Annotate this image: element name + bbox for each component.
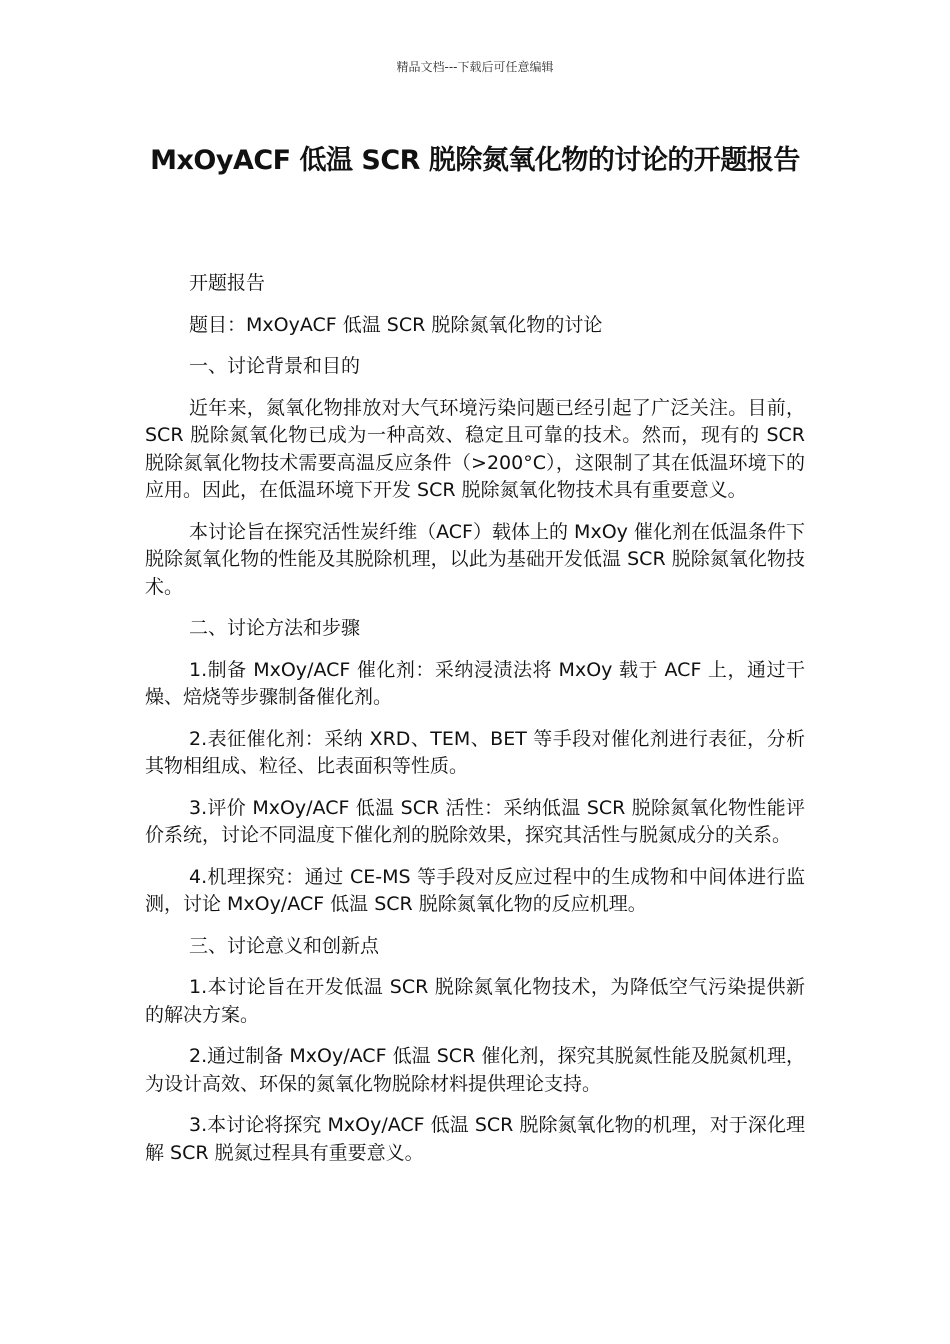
paragraph-background-1: 近年来，氮氧化物排放对大气环境污染问题已经引起了广泛关注。目前，SCR 脱除氮氧化物已成为一种高效、稳定且可靠的技术。然而，现有的 SCR 脱除氮氧化物技术需要高温反应条件（>200°C），这限制了其在低温环境下的应用。因此，在低温环境下开发 SCR 脱除氮氧化物技术具有重要意义。 bbox=[145, 396, 805, 501]
method-step-3: 3.评价 MxOy/ACF 低温 SCR 活性：采纳低温 SCR 脱除氮氧化物性能评价系统，讨论不同温度下催化剂的脱除效果，探究其活性与脱氮成分的关系。 bbox=[145, 796, 805, 846]
significance-point-2: 2.通过制备 MxOy/ACF 低温 SCR 催化剂，探究其脱氮性能及脱氮机理，为设计高效、环保的氮氧化物脱除材料提供理论支持。 bbox=[145, 1045, 805, 1095]
topic-line: 题目：MxOyACF 低温 SCR 脱除氮氧化物的讨论 bbox=[189, 313, 603, 336]
section-heading-significance: 三、讨论意义和创新点 bbox=[189, 934, 380, 957]
significance-point-1: 1.本讨论旨在开发低温 SCR 脱除氮氧化物技术，为降低空气污染提供新的解决方案。 bbox=[145, 976, 805, 1026]
page-header: 精品文档---下载后可任意编辑 bbox=[396, 60, 554, 74]
section-heading-background: 一、讨论背景和目的 bbox=[189, 355, 361, 377]
method-step-1: 1.制备 MxOy/ACF 催化剂：采纳浸渍法将 MxOy 载于 ACF 上，通过干燥、焙烧等步骤制备催化剂。 bbox=[145, 658, 805, 708]
significance-point-3: 3.本讨论将探究 MxOy/ACF 低温 SCR 脱除氮氧化物的机理，对于深化理解 SCR 脱氮过程具有重要意义。 bbox=[145, 1114, 805, 1164]
section-heading-methods: 二、讨论方法和步骤 bbox=[189, 617, 361, 639]
document-title: MxOyACF 低温 SCR 脱除氮氧化物的讨论的开题报告 bbox=[150, 145, 800, 176]
paragraph-background-2: 本讨论旨在探究活性炭纤维（ACF）载体上的 MxOy 催化剂在低温条件下脱除氮氧化物的性能及其脱除机理，以此为基础开发低温 SCR 脱除氮氧化物技术。 bbox=[145, 520, 805, 598]
method-step-4: 4.机理探究：通过 CE-MS 等手段对反应过程中的生成物和中间体进行监测，讨论 MxOy/ACF 低温 SCR 脱除氮氧化物的反应机理。 bbox=[145, 865, 805, 915]
section-label-report: 开题报告 bbox=[189, 272, 266, 294]
document-body bbox=[145, 270, 805, 1181]
method-step-2: 2.表征催化剂：采纳 XRD、TEM、BET 等手段对催化剂进行表征，分析其物相组成、粒径、比表面积等性质。 bbox=[145, 727, 805, 777]
